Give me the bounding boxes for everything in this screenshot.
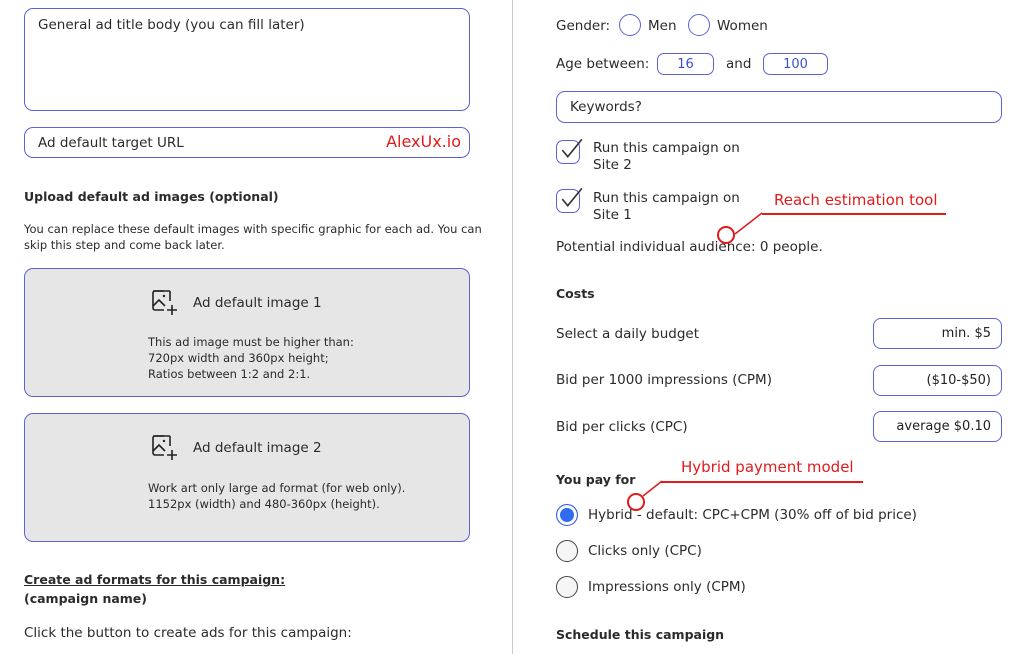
hybrid-annotation-underline xyxy=(661,481,863,483)
cpm-bid-input[interactable]: ($10-$50) xyxy=(873,365,1002,396)
site2-checkbox[interactable] xyxy=(556,140,580,164)
gender-men-label: Men xyxy=(648,18,677,34)
formats-heading: Create ad formats for this campaign: xyxy=(24,572,286,587)
image1-title: Ad default image 1 xyxy=(193,295,322,311)
upload-heading: Upload default ad images (optional) xyxy=(24,189,279,204)
gender-women-label: Women xyxy=(717,18,768,34)
image2-line1: Work art only large ad format (for web only). xyxy=(148,481,406,495)
ad-title-textarea[interactable] xyxy=(24,8,470,111)
age-min-input[interactable]: 16 xyxy=(657,53,714,75)
pay-hybrid-label: Hybrid - default: CPC+CPM (30% off of bid price) xyxy=(588,507,917,523)
checkmark-icon xyxy=(558,184,584,210)
image1-line2: 720px width and 360px height; xyxy=(148,351,329,365)
image2-line2: 1152px (width) and 480-360px (height). xyxy=(148,497,380,511)
reach-annotation-text: Reach estimation tool xyxy=(774,191,938,209)
formats-subheading: (campaign name) xyxy=(24,591,147,606)
add-image-icon xyxy=(150,288,178,316)
cpc-bid-input[interactable]: average $0.10 xyxy=(873,411,1002,442)
image1-line3: Ratios between 1:2 and 2:1. xyxy=(148,367,311,381)
site1-checkbox[interactable] xyxy=(556,189,580,213)
keywords-input[interactable] xyxy=(556,91,1002,123)
target-url-text: Ad default target URL xyxy=(38,135,184,151)
watermark: AlexUx.io xyxy=(386,132,461,151)
age-max-input[interactable]: 100 xyxy=(763,53,828,75)
age-label: Age between: xyxy=(556,56,650,72)
daily-budget-label: Select a daily budget xyxy=(556,326,699,342)
default-image-1-dropzone[interactable] xyxy=(24,268,470,397)
pay-heading: You pay for xyxy=(556,472,636,487)
upload-desc-line2: skip this step and come back later. xyxy=(24,238,225,252)
site1-label-line1: Run this campaign on xyxy=(593,190,740,206)
age-and-label: and xyxy=(726,56,752,72)
gender-men-radio[interactable] xyxy=(619,14,641,36)
image2-title: Ad default image 2 xyxy=(193,440,322,456)
image1-line1: This ad image must be higher than: xyxy=(148,335,354,349)
site2-label-line1: Run this campaign on xyxy=(593,140,740,156)
gender-label: Gender: xyxy=(556,18,611,34)
pay-impressions-radio[interactable] xyxy=(556,576,578,598)
checkmark-icon xyxy=(558,135,584,161)
hybrid-annotation-text: Hybrid payment model xyxy=(681,458,854,476)
pay-clicks-label: Clicks only (CPC) xyxy=(588,543,702,559)
gender-women-radio[interactable] xyxy=(688,14,710,36)
formats-desc: Click the button to create ads for this campaign: xyxy=(24,625,352,641)
site2-label-line2: Site 2 xyxy=(593,157,632,173)
site1-label-line2: Site 1 xyxy=(593,207,632,223)
upload-desc-line1: You can replace these default images with specific graphic for each ad. You can xyxy=(24,222,482,236)
reach-annotation-underline xyxy=(762,213,946,215)
default-image-2-dropzone[interactable] xyxy=(24,413,470,542)
ad-title-text: General ad title body (you can fill later) xyxy=(38,17,305,33)
cpm-label: Bid per 1000 impressions (CPM) xyxy=(556,372,772,388)
pay-clicks-radio[interactable] xyxy=(556,540,578,562)
pay-hybrid-radio[interactable] xyxy=(556,504,578,526)
schedule-heading: Schedule this campaign xyxy=(556,627,725,642)
keywords-placeholder: Keywords? xyxy=(570,99,642,115)
column-divider xyxy=(512,0,513,654)
target-url-input[interactable] xyxy=(24,127,470,158)
cpc-label: Bid per clicks (CPC) xyxy=(556,419,688,435)
daily-budget-input[interactable]: min. $5 xyxy=(873,318,1002,349)
pay-impressions-label: Impressions only (CPM) xyxy=(588,579,746,595)
costs-heading: Costs xyxy=(556,286,595,301)
audience-text: Potential individual audience: 0 people. xyxy=(556,239,823,255)
add-image-icon xyxy=(150,433,178,461)
